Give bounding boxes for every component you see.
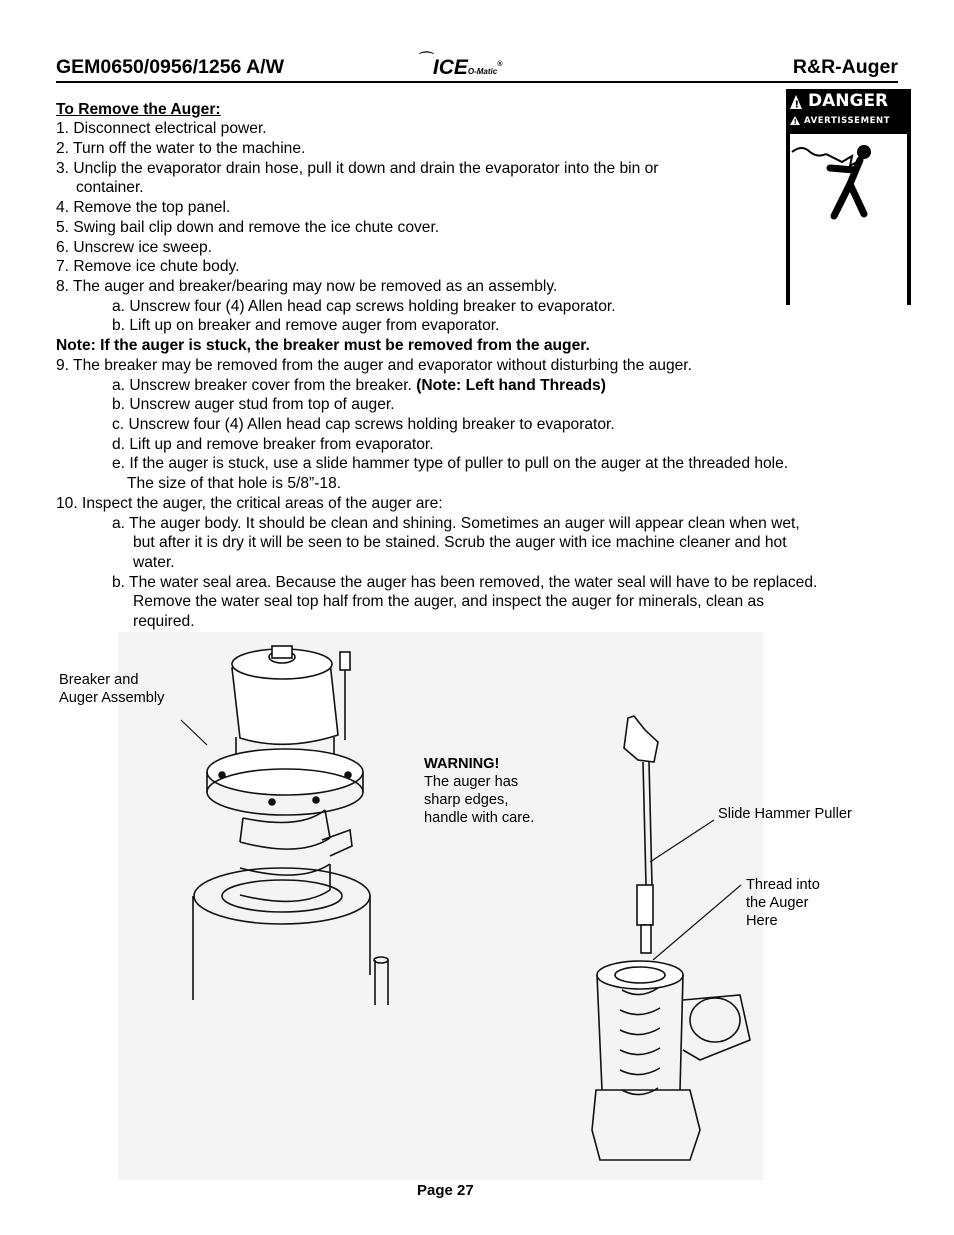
- danger-subtitle: AVERTISSEMENT: [804, 116, 891, 126]
- step-7: 7. Remove ice chute body.: [56, 258, 240, 275]
- puller-leader-line: [650, 820, 714, 862]
- danger-french-text: Deconnecter du circuit d'alimentation electrique avant l'entretien.: [791, 255, 908, 301]
- left-hand-threads-note: (Note: Left hand Threads): [416, 377, 606, 394]
- section-heading: To Remove the Auger:: [56, 101, 221, 118]
- step-10: 10. Inspect the auger, the critical areas of the auger are:: [56, 495, 443, 512]
- step-9c: c. Unscrew four (4) Allen head cap screws holding breaker to evaporator.: [112, 416, 615, 433]
- evaporator-drawing: [592, 961, 750, 1160]
- step-8b: b. Lift up on breaker and remove auger from evaporator.: [112, 317, 500, 334]
- step-9d: d. Lift up and remove breaker from evaporator.: [112, 436, 434, 453]
- breaker-leader-line: [181, 720, 207, 745]
- step-8a: a. Unscrew four (4) Allen head cap screws holding breaker to evaporator.: [112, 298, 616, 315]
- doc-model-title: GEM0650/0956/1256 A/W: [56, 56, 284, 78]
- step-9e: e. If the auger is stuck, use a slide hammer type of puller to pull on the auger at the threaded hole.: [112, 455, 789, 472]
- step-10b-cont-2: required.: [133, 613, 195, 630]
- step-4: 4. Remove the top panel.: [56, 199, 231, 216]
- step-3: 3. Unclip the evaporator drain hose, pull it down and drain the evaporator into the bin or: [56, 160, 659, 177]
- slide-hammer-puller-drawing: [624, 716, 658, 953]
- ice-o-matic-logo: ⁀ICEO-Matic®: [420, 53, 503, 79]
- breaker-auger-assembly-drawing: [193, 646, 388, 1005]
- step-3-cont: container.: [76, 179, 144, 196]
- thread-leader-line: [653, 885, 741, 960]
- step-9e-cont: The size of that hole is 5/8”-18.: [127, 475, 342, 492]
- page-number: Page 27: [417, 1182, 474, 1199]
- label-slide-hammer-puller: Slide Hammer Puller: [718, 806, 852, 822]
- step-10a-cont-2: water.: [133, 554, 175, 571]
- step-8: 8. The auger and breaker/bearing may now be removed as an assembly.: [56, 278, 558, 295]
- step-5: 5. Swing bail clip down and remove the ice chute cover.: [56, 219, 440, 236]
- warning-text: The auger has sharp edges, handle with care.: [424, 774, 535, 826]
- label-breaker-auger-assembly: Breaker and Auger Assembly: [59, 672, 165, 706]
- step-9: 9. The breaker may be removed from the auger and evaporator without disturbing the auger.: [56, 357, 692, 374]
- danger-title: DANGER: [808, 91, 889, 111]
- step-9a: a. Unscrew breaker cover from the breaker. (Note: Left hand Threads): [112, 377, 606, 394]
- svg-text:!: !: [794, 99, 800, 111]
- note-stuck-auger: Note: If the auger is stuck, the breaker must be removed from the auger.: [56, 337, 590, 354]
- step-10b: b. The water seal area. Because the auger has been removed, the water seal will have to be replaced.: [112, 574, 818, 591]
- step-2: 2. Turn off the water to the machine.: [56, 140, 306, 157]
- step-10b-cont-1: Remove the water seal top half from the auger, and inspect the auger for minerals, clean as: [133, 593, 765, 610]
- warning-title: WARNING!: [424, 756, 500, 772]
- label-thread-into-auger: Thread into the Auger Here: [746, 877, 820, 929]
- step-10a-cont-1: but after it is dry it will be seen to be stained. Scrub the auger with ice machine cleaner and hot: [133, 534, 787, 551]
- svg-text:!: !: [793, 118, 797, 126]
- step-1: 1. Disconnect electrical power.: [56, 120, 267, 137]
- step-9b: b. Unscrew auger stud from top of auger.: [112, 396, 395, 413]
- step-6: 6. Unscrew ice sweep.: [56, 239, 212, 256]
- section-title: R&R-Auger: [792, 56, 898, 78]
- step-10a: a. The auger body. It should be clean and shining. Sometimes an auger will appear clean when wet,: [112, 515, 800, 532]
- danger-english-text: Disconnect power before servicing.: [791, 229, 882, 251]
